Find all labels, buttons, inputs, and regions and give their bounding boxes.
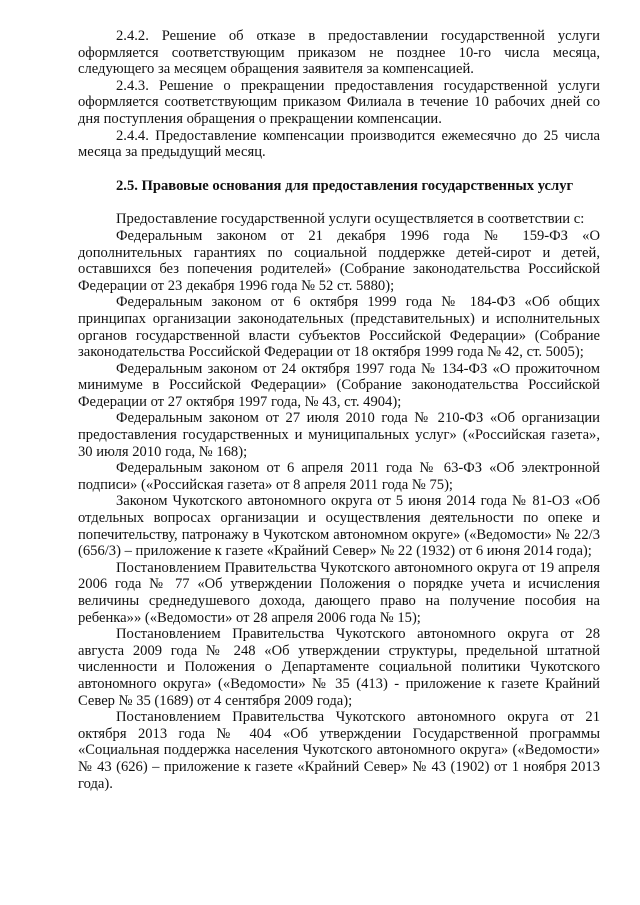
- section-heading: 2.5. Правовые основания для предоставления государственных услуг: [116, 177, 574, 194]
- law-item: Федеральным законом от 27 июля 2010 года № 210-ФЗ «Об организации предоставления государственных и муниципальных услуг» («Российская газета», 30 июля 2010 года, № 168);: [78, 410, 600, 460]
- document-page: [78, 28, 600, 792]
- paragraph-2-4-2: 2.4.2. Решение об отказе в предоставлении государственной услуги оформляется соответствующим приказом не позднее 10-го числа месяца, следующего за месяцем обращения заявителя за компенсацией.: [78, 28, 600, 78]
- law-item: Федеральным законом от 6 октября 1999 года № 184-ФЗ «Об общих принципах организации законодательных (представительных) и исполнительных органов государственной власти субъектов Российской Федерации» (Собрание законодательства Российской Федерации от 18 октября 1999 года № 42, ст. 5005);: [78, 294, 600, 361]
- law-item: Постановлением Правительства Чукотского автономного округа от 21 октября 2013 года № 404 «Об утверждении Государственной программы «Социальная поддержка населения Чукотского автономного округа» («Ведомости» № 43 (626) – приложение к газете «Крайний Север» № 43 (1902) от 1 ноября 2013 года).: [78, 709, 600, 792]
- paragraph-2-4-4: 2.4.4. Предоставление компенсации производится ежемесячно до 25 числа месяца за предыдущий месяц.: [78, 127, 600, 161]
- law-item: Федеральным законом от 21 декабря 1996 года № 159-ФЗ «О дополнительных гарантиях по социальной поддержке детей-сирот и детей, оставшихся без попечения родителей» (Собрание законодательства Российской Федерации от 23 декабря 1996 года № 52 ст. 5880);: [78, 227, 600, 294]
- law-item: Федеральным законом от 6 апреля 2011 года № 63-ФЗ «Об электронной подписи» («Российская газета» от 8 апреля 2011 года № 75);: [78, 460, 600, 493]
- law-item: Постановлением Правительства Чукотского автономного округа от 28 августа 2009 года № 248 «Об утверждении структуры, предельной штатной численности и Положения о Департаменте социальной политики Чукотского автономного округа» («Ведомости» № 35 (413) - приложение к газете Крайний Север № 35 (1689) от 4 сентября 2009 года);: [78, 626, 600, 709]
- law-item: Федеральным законом от 24 октября 1997 года № 134-ФЗ «О прожиточном минимуме в Российской Федерации» (Собрание законодательства Российской Федерации от 27 октября 1997 года, № 43, ст. 4904);: [78, 360, 600, 410]
- paragraph-2-4-3: 2.4.3. Решение о прекращении предоставления государственной услуги оформляется соответствующим приказом Филиала в течение 10 рабочих дней со дня поступления обращения о прекращении компенсации.: [78, 77, 600, 127]
- law-item: Законом Чукотского автономного округа от 5 июня 2014 года № 81-ОЗ «Об отдельных вопросах организации и осуществления деятельности по опеке и попечительству, патронажу в Чукотском автономном округе» («Ведомости» № 22/3 (656/3) – приложение к газете «Крайний Север» № 22 (1932) от 6 июня 2014 года);: [78, 493, 600, 560]
- intro-paragraph: Предоставление государственной услуги осуществляется в соответствии с:: [116, 211, 585, 228]
- law-item: Постановлением Правительства Чукотского автономного округа от 19 апреля 2006 года № 77 «Об утверждении Положения о порядке учета и исчисления величины среднедушевого дохода, дающего право на получение пособия на ребенка»» («Ведомости» от 28 апреля 2006 года № 15);: [78, 559, 600, 626]
